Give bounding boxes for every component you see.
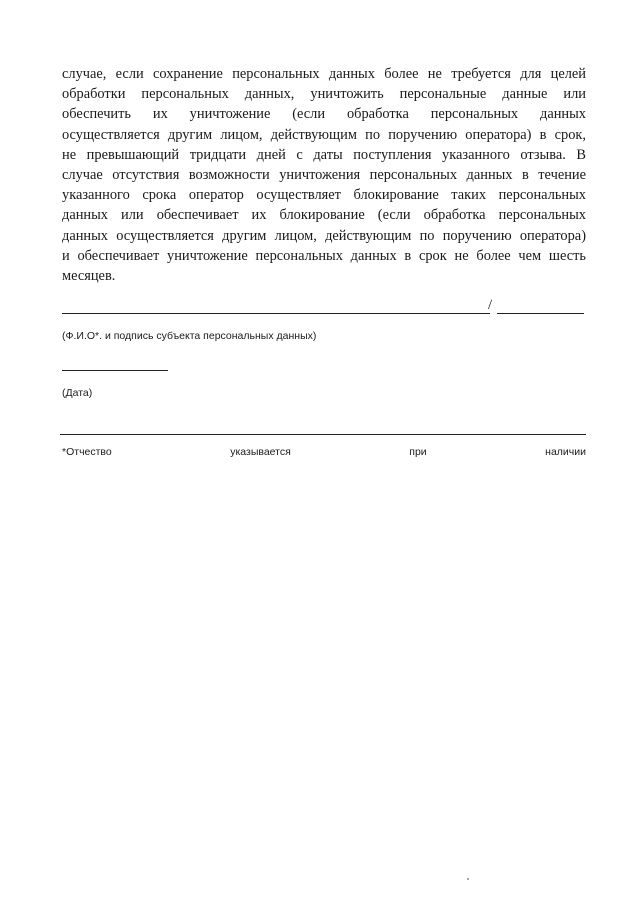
scan-speck — [467, 878, 469, 880]
footnote-text: *Отчество указывается при наличии — [62, 446, 586, 458]
paragraph-line: данных осуществляется другим лицом, действующим по поручению оператора) — [62, 227, 586, 244]
paragraph-line: указанного срока оператор осуществляет блокирование таких персональных — [62, 187, 586, 204]
paragraph-line: случае отсутствия возможности уничтожения персональных данных в течение — [62, 166, 586, 183]
paragraph-line: и обеспечивает уничтожение персональных данных в срок не более чем шесть — [62, 247, 586, 264]
paragraph-line: обработки персональных данных, уничтожить персональные данные или — [62, 86, 586, 103]
date-caption: (Дата) — [62, 387, 93, 399]
paragraph-line: не превышающий тридцати дней с даты поступления указанного отзыва. В — [62, 146, 586, 163]
paragraph-line: данных или обеспечивает их блокирование (если обработка персональных — [62, 207, 586, 224]
signature-caption: (Ф.И.О*. и подпись субъекта персональных данных) — [62, 330, 317, 342]
paragraph-line: осуществляется другим лицом, действующим по поручению оператора) в срок, — [62, 126, 586, 143]
footnote-divider — [60, 434, 586, 435]
body-paragraph — [62, 64, 586, 286]
paragraph-line-last: месяцев. — [62, 267, 116, 284]
paragraph-line: обеспечить их уничтожение (если обработка персональных данных — [62, 106, 586, 123]
signature-line — [497, 313, 584, 314]
signature-name-line — [62, 313, 490, 314]
signature-separator: / — [488, 297, 493, 313]
paragraph-line: случае, если сохранение персональных данных более не требуется для целей — [62, 66, 586, 82]
date-line — [62, 370, 168, 371]
